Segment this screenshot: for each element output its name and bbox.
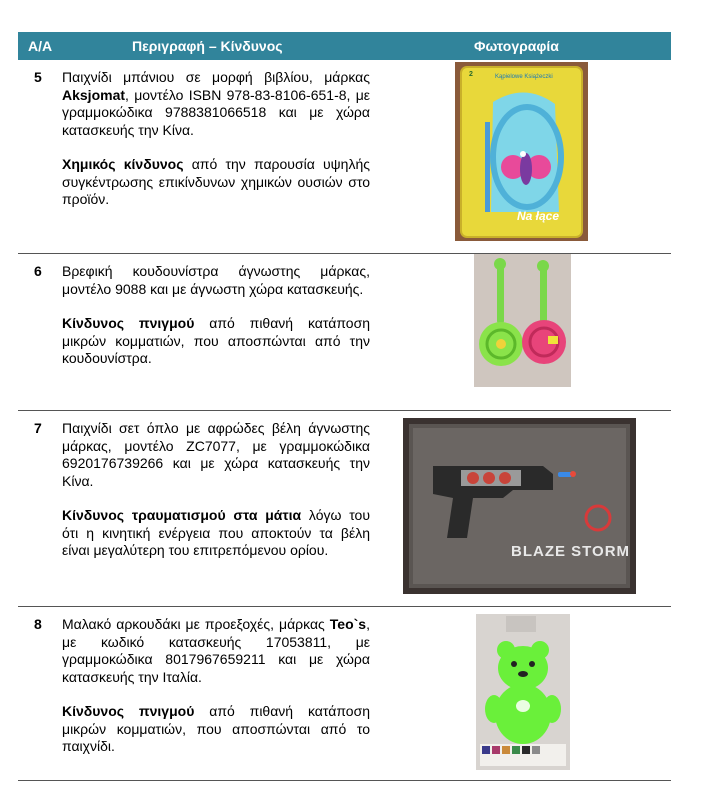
- desc-text: Μαλακό αρκουδάκι με προεξοχές, μάρκας: [62, 616, 330, 632]
- row-number: 6: [34, 263, 42, 279]
- desc-text-cont: , με κωδικό κατασκευής 17053811, με γραμμοκώδικα 8017967659211 και με χώρα κατασκευής την Ιταλία.: [62, 616, 370, 685]
- table-row: [18, 411, 671, 607]
- desc-text: Βρεφική κουδουνίστρα άγνωστης μάρκας, μοντέλο 9088 και με άγνωστη χώρα κατασκευής.: [62, 263, 370, 297]
- row-description: [62, 263, 370, 368]
- hazard-title: Κίνδυνος τραυματισμού στα μάτια: [62, 507, 302, 523]
- photo-box-title: BLAZE STORM: [511, 543, 631, 560]
- photo-top-text: Kąpielowe Książeczki: [495, 74, 553, 80]
- brand-name: Teo`s: [329, 616, 367, 632]
- hazard-text: από την παρουσία υψηλής συγκέντρωσης επικίνδυνων χημικών ουσιών στο προϊόν.: [62, 156, 370, 207]
- header-description: Περιγραφή – Κίνδυνος: [132, 38, 283, 54]
- row-number: 8: [34, 616, 42, 632]
- hazard-text: από πιθανή κατάποση μικρών κομματιών, που αποσπώνται από την κουδουνίστρα.: [62, 315, 370, 366]
- row-description: [62, 69, 370, 209]
- hazard-title: Χημικός κίνδυνος: [62, 156, 184, 172]
- hazard-title: Κίνδυνος πνιγμού: [62, 703, 195, 719]
- desc-text: Παιχνίδι σετ όπλο με αφρώδες βέλη άγνωστης μάρκας, μοντέλο ZC7077, με γραμμοκώδικα 6920176739266 και με χώρα κατασκευής την Κίνα.: [62, 420, 370, 489]
- product-photo-rattles: [474, 254, 571, 387]
- table-row: [18, 607, 671, 781]
- row-description: [62, 420, 370, 560]
- product-photo-blaster: [403, 418, 636, 594]
- row-number: 5: [34, 69, 42, 85]
- desc-text: Παιχνίδι μπάνιου σε μορφή βιβλίου, μάρκας: [62, 69, 370, 85]
- header-aa: Α/Α: [28, 38, 53, 54]
- product-table: [18, 32, 671, 781]
- product-photo-bath-book: [455, 62, 588, 241]
- header-photo: Φωτογραφία: [474, 38, 559, 54]
- hazard-title: Κίνδυνος πνιγμού: [62, 315, 195, 331]
- table-row: [18, 254, 671, 411]
- photo-book-title: Na łące: [517, 209, 560, 223]
- brand-name: Aksjomat: [62, 86, 126, 103]
- hazard-text: από πιθανή κατάποση μικρών κομματιών, που αποσπώνται από το παιχνίδι.: [62, 703, 370, 754]
- table-header: [18, 32, 671, 60]
- row-number: 7: [34, 420, 42, 436]
- table-row: [18, 60, 671, 254]
- svg-text:2: 2: [469, 71, 473, 78]
- row-description: [62, 616, 370, 756]
- product-photo-teddy: [476, 614, 570, 770]
- desc-text-cont: , μοντέλο ISBN 978-83-8106-651-8, με γραμμοκώδικα 9788381066518 και με χώρα κατασκευής την Κίνα.: [62, 86, 370, 138]
- hazard-text: λόγω του ότι η κινητική ενέργεια που αποκτούν τα βέλη είναι μεγαλύτερη του επιτρεπόμενου ορίου.: [62, 507, 370, 558]
